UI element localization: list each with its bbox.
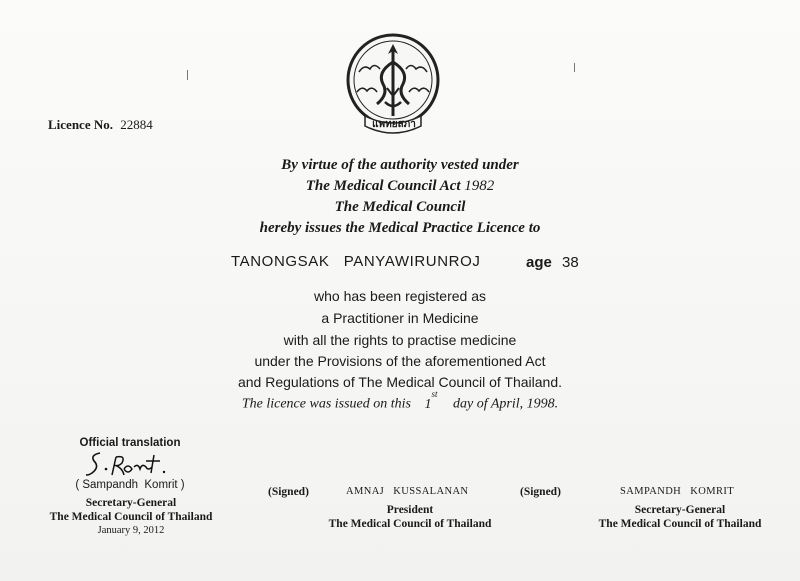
age-label: age [526, 254, 552, 271]
body-line-2: a Practitioner in Medicine [321, 310, 479, 326]
body-line-1: who has been registered as [314, 288, 486, 304]
seal-inscription: แพทยสภา [372, 119, 416, 130]
president-signed-label: (Signed) [268, 486, 309, 498]
authority-line-2 [0, 176, 800, 197]
translation-date: January 9, 2012 [97, 525, 165, 536]
act-year: 1982 [464, 178, 495, 194]
translator-title-1: Secretary-General [85, 497, 177, 509]
secretary-title-1: Secretary-General [634, 504, 726, 516]
body-line-5: and Regulations of The Medical Council of Thailand. [237, 374, 563, 390]
issued-date: April, 1998. [490, 396, 559, 412]
issued-day-suffix: st [431, 389, 438, 399]
authority-line-4: hereby issues the Medical Practice Licence to [259, 220, 541, 236]
secretary-title-2: The Medical Council of Thailand [598, 518, 762, 530]
translator-title [36, 496, 226, 524]
scan-mark [574, 63, 575, 72]
president-name: AMNAJ KUSSALANAN [346, 486, 469, 497]
secretary-title [580, 503, 780, 531]
body-line-4: under the Provisions of the aforementioned Act [254, 353, 546, 369]
translator-name: ( Sampandh Komrit ) [75, 479, 185, 491]
licence-number-line [48, 117, 153, 133]
authority-line-1: By virtue of the authority vested under [281, 157, 519, 173]
licence-number: 22884 [120, 117, 153, 132]
secretary-signed-label: (Signed) [520, 486, 561, 498]
president-title [310, 503, 510, 531]
president-title-2: The Medical Council of Thailand [328, 518, 492, 530]
translator-title-2: The Medical Council of Thailand [49, 511, 213, 523]
licence-label: Licence No. [48, 117, 113, 132]
holder-name: TANONGSAK PANYAWIRUNROJ [231, 253, 481, 270]
issued-prefix: The licence was issued on this [241, 396, 411, 412]
issued-line [0, 389, 800, 413]
president-title-1: President [386, 504, 434, 516]
scan-mark [187, 70, 188, 80]
authority-line-3: The Medical Council [334, 199, 466, 215]
official-translation-heading: Official translation [79, 437, 181, 449]
handwritten-signature [86, 447, 181, 479]
act-name: The Medical Council Act [305, 178, 461, 194]
body-line-3: with all the rights to practise medicine [283, 332, 517, 348]
age-value: 38 [562, 254, 579, 271]
issued-day-word: day of [453, 396, 488, 412]
secretary-name: SAMPANDH KOMRIT [620, 486, 735, 497]
issued-day: 1 [424, 396, 432, 412]
